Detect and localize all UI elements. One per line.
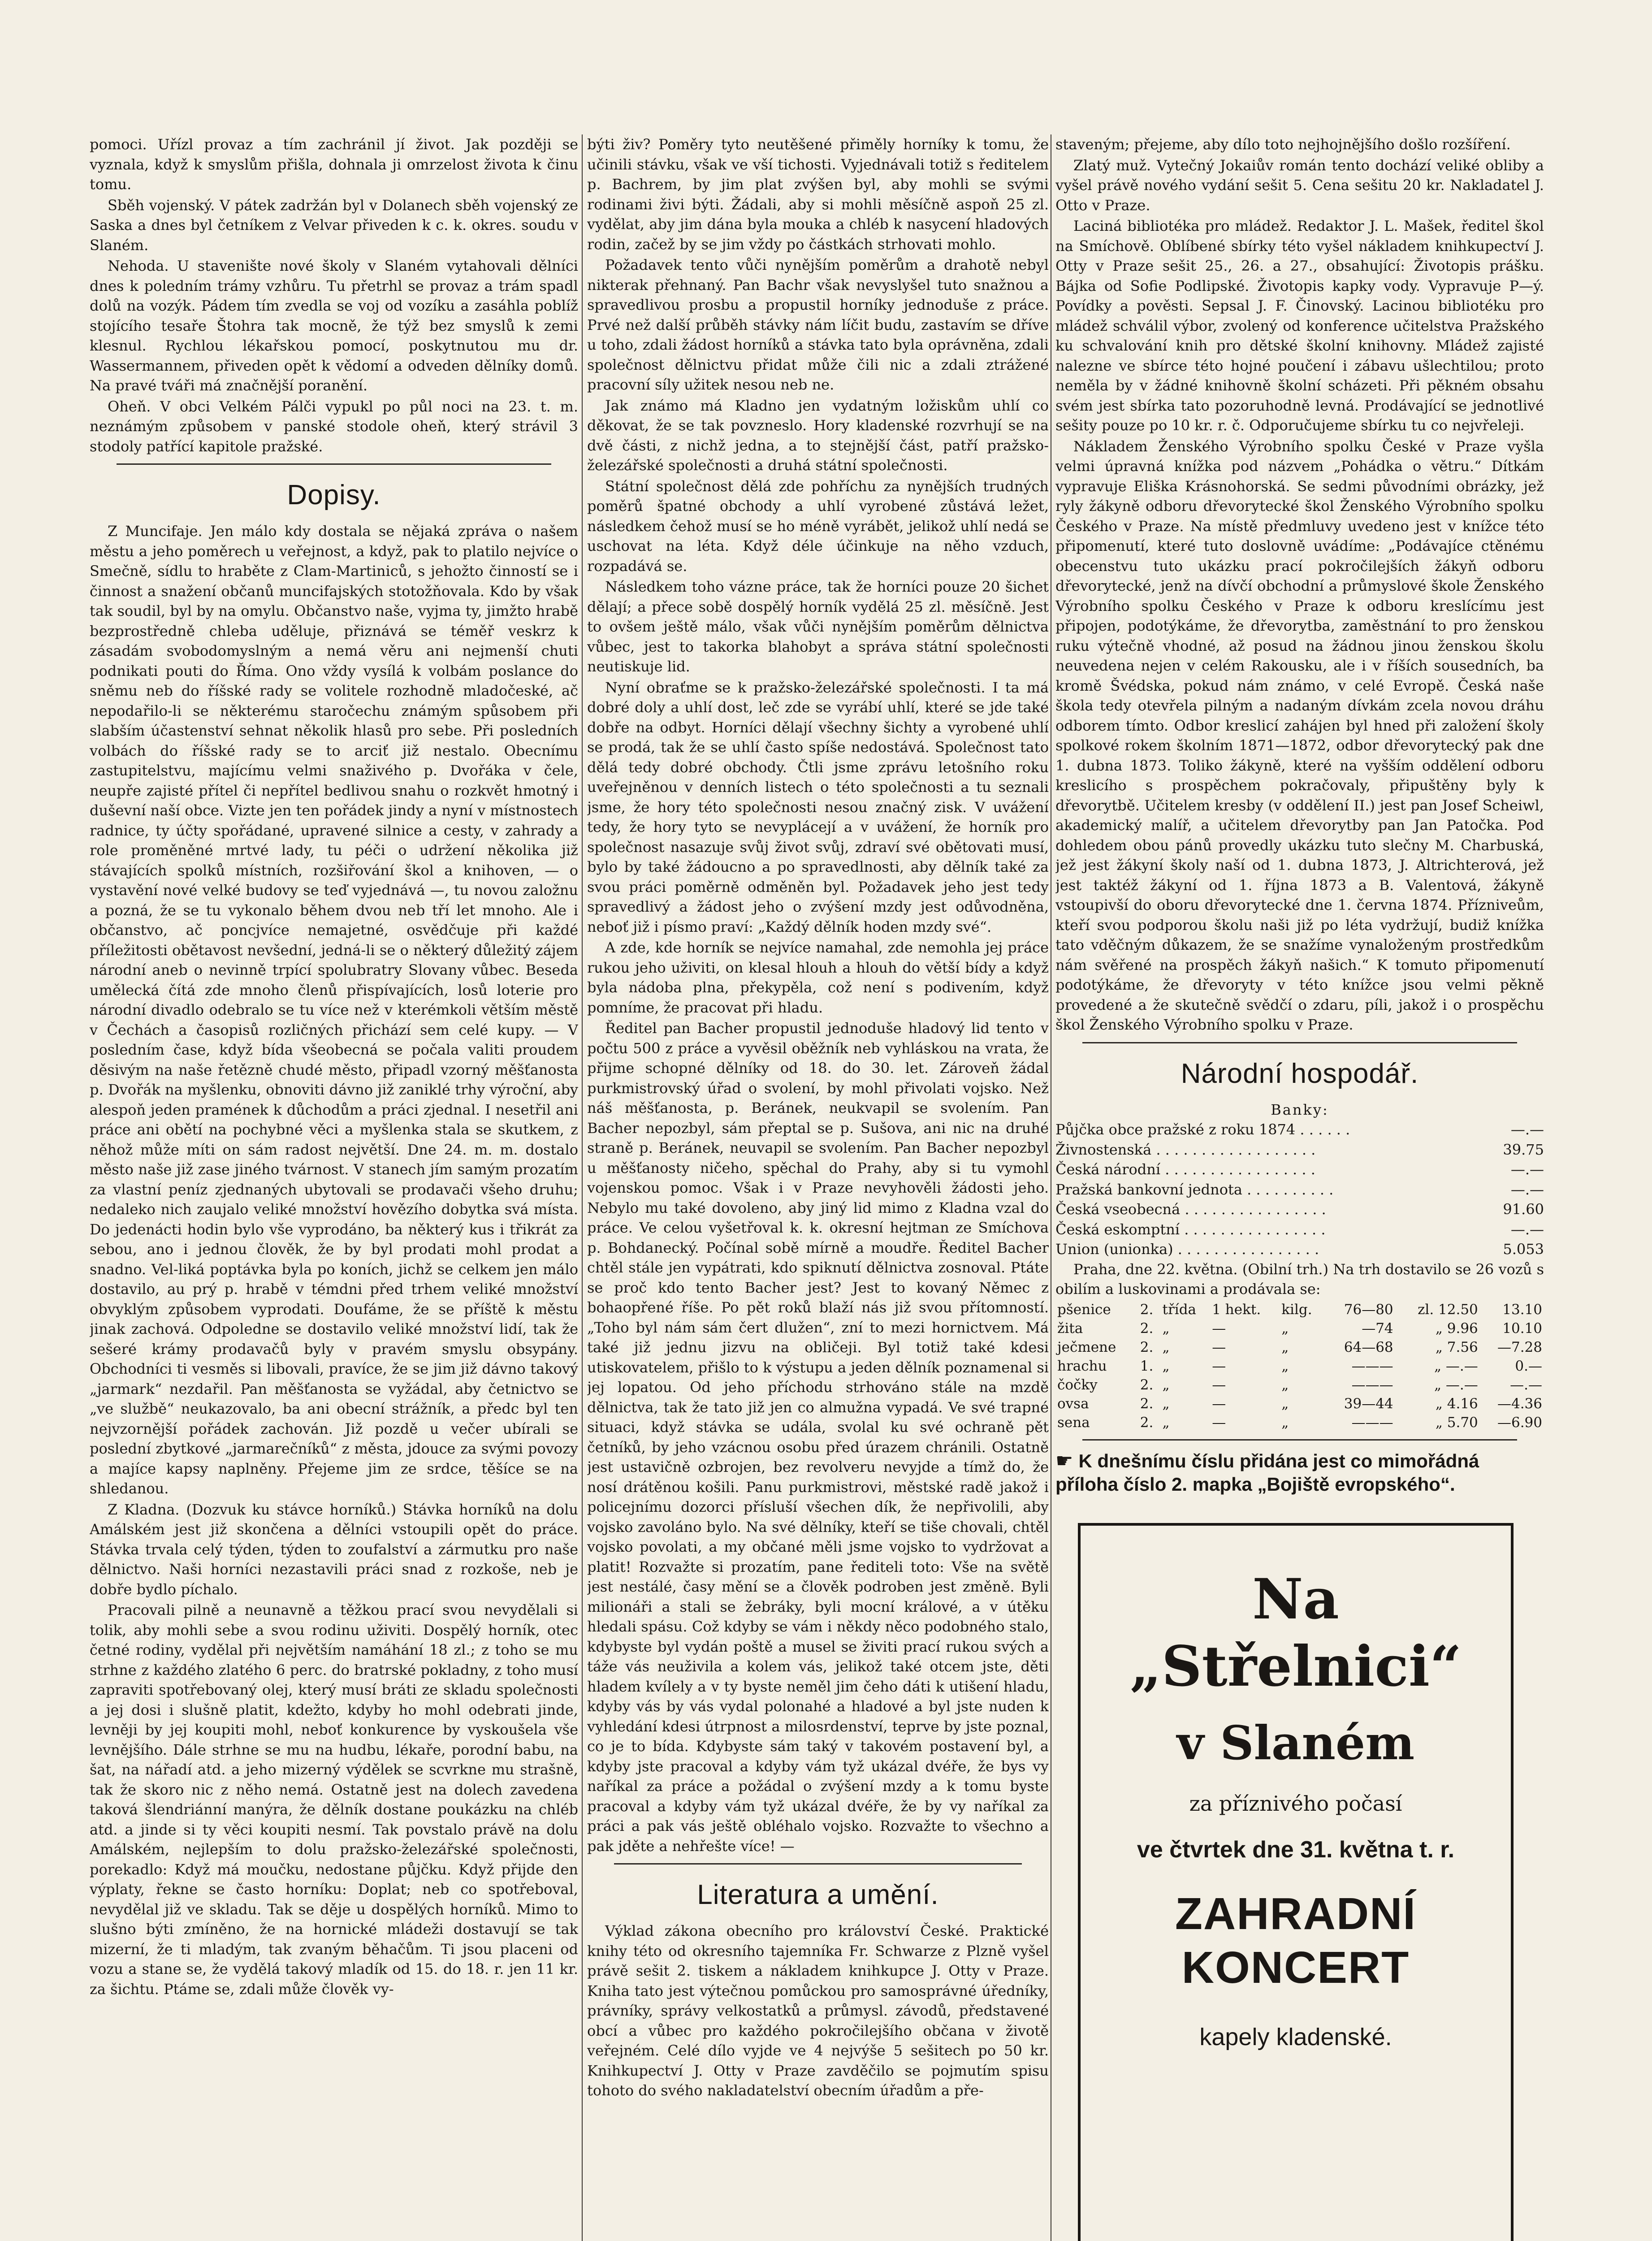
article-paragraph: Požadavek tento vůči nynějším poměrům a drahotě nebyl nikterak přehnaný. Pan Bachr však nevyslyšel tuto snažnou a spravedlivou prosbu a propustil horníky jednoduše z práce. Prvé než další průběh stávky nám líčit budu, zastavím se dříve u toho, zdali žádost horníků a stávka tato byla oprávněna, zdali společnost dělnictvu přidat může čili nic a zdali ztrážené pracovní síly užitek nesou neb ne. [587, 256, 1049, 393]
literature-item: Výklad zákona obecního pro království České. Praktické knihy této od okresního tajemníka Fr. Schwarze z Plzně vyšel právě sešit 2. tiskem a nákladem knihkupce J. Otty v Praze. Kniha tato jest výtečnou pomůckou pro samosprávné úředníky, právníky, správy velkostatků a průmysl. závodů, představené obcí a vůbec pro každého pokročilejšího občana v životě veřejném. Celé dílo vyjde ve 4 nejvýše 5 sešitech po 50 kr. Knihkupectví J. Otty v Praze zavděčilo se pojmutím spisu tohoto do svého nakladatelství obecním úřadům a pře- [587, 1922, 1049, 2099]
grain-row [1055, 1376, 1544, 1394]
bank-row: Pražská bankovní jednota . . . . . . . . . . —.— [1055, 1181, 1544, 1198]
section-heading-dopisy: Dopisy. [287, 480, 381, 510]
bank-row: Živnostenská . . . . . . . . . . . . . . . . . . 39.75 [1055, 1141, 1544, 1158]
article-paragraph: býti živ? Poměry tyto neutěšené přiměly horníky k tomu, že učinili stávku, však ve vší tichosti. Vyjednávali totiž s ředitelem p. Bachrem, by jim plat zvýšen byl, aby mohli se svými rodinami živi býti. Žádali, aby si mohli měsíčně aspoň 25 zl. vydělat, aby jim dána byla mouka a chléb k nasycení hladových rodin, začež by se jim vždy po částkách strhovati mohlo. [587, 136, 1049, 253]
grain-cell: ovsa [1057, 1395, 1089, 1412]
grain-cell: „ [1281, 1376, 1289, 1393]
literature-item: Zlatý muž. Vytečný Jokaiův román tento dochází veliké obliby a vyšel právě nového vydání sešit 5. Cena sešitu 20 kr. Nakladatel J. Otto v Praze. [1055, 156, 1544, 214]
literature-item: Nákladem Ženského Výrobního spolku České v Praze vyšla velmi úpravná knížka pod názvem „Pohádka o větru.“ Dítkám vypravuje Eliška Krásnohorská. Se sedmi původními obrázky, jež ryly žákyně odboru dřevorytecké škol Ženského Výrobního spolku Českého v Praze. Na místě předmluvy uvedeno jest v knížce této připomenutí, které tuto doslovně uvádíme: „Podávajíce ctěnému obecenstvu tuto ukázku prací pokročilejších žákyň odboru dřevorytecké, jenž na dívčí obchodní a průmyslové škole Ženského Výrobního spolku Českého v Praze k odboru kreslícímu jest připojen, podotýkáme, že dřevorytba, zaměstnání to pro ženskou ruku výtečně vhodné, až posud na žádnou jinou ženskou školu neuvedena nejen v celém Rakousku, ale i v říších sousedních, ba kromě Švédska, pokud nám známo, v celé Evropě. Česká naše škola tedy otevřela pilným a nadaným dívkám zcela novou dráhu odborem tímto. Odbor kreslicí zahájen byl hned při založení školy spolkové rokem školním 1871—1872, odbor dřevorytecký pak dne 1. dubna 1873. Toliko žákyně, které na vyšším oddělení odboru kreslicího s prospěchem pokračovaly, připuštěny byly k dřevorytbě. Učitelem kresby (v oddělení II.) jest pan Josef Scheiwl, akademický malíř, a učitelem dřevorytby pan Jan Patočka. Pod dohledem obou pánů provedly ukázku tuto slečny M. Charbuská, jež jest žákyní školy naší od 1. dubna 1873, J. Altrichterová, jež jest taktéž žákyní od 1. října 1873 a B. Valentová, žákyně vstoupivší do oboru dřevorytecké dne 1. června 1874. Přízniveům, kteří svou podporou školu naši již po léta vydržují, budiž knížka tato vděčným důkazem, že se snažíme vynaloženým prostředkům nám svěřené na prospěch žákyň našich.“ K tomuto připomenutí podotýkáme, že dřevoryty v této knížce jsou velmi pěkně provedené a že skutečně svědčí o zdaru, píli, jakož i o prospěchu škol Ženského Výrobního spolku v Praze. [1055, 437, 1544, 1033]
article-paragraph: Státní společnost dělá zde pohříchu za nynějších trudných poměrů špatné obchody a uhlí vyrobené zůstává ležet, následkem čehož musí se ho méně vyrábět, jelikož uhlí nedá se uschovat na léta. Když déle účinkuje na něho vzduch, rozpadává se. [587, 477, 1049, 575]
grain-prices-table [1055, 1300, 1544, 1432]
grain-cell: 2. [1140, 1339, 1154, 1355]
grain-cell: „ [1281, 1414, 1289, 1431]
grain-cell: 64—68 [1344, 1339, 1393, 1355]
grain-cell: hrachu [1057, 1358, 1107, 1374]
grain-row [1055, 1413, 1544, 1432]
grain-cell: ——— [1351, 1376, 1393, 1393]
grain-cell: —.— [1510, 1376, 1542, 1393]
news-item: Sběh vojenský. V pátek zadržán byl v Dolanech sběh vojenský ze Saska a dnes byl četníkem z Velvar přiveden k c. k. okres. soudu v Slaném. [90, 196, 578, 254]
market-report: Praha, dne 22. května. (Obilní trh.) Na trh dostavilo se 26 vozů s obilím a luskovinami a prodávala se: [1055, 1260, 1544, 1298]
grain-cell: „ [1281, 1395, 1289, 1412]
grain-cell: —7.28 [1497, 1339, 1542, 1355]
grain-cell: „ 4.16 [1435, 1395, 1478, 1412]
grain-cell: 1 hekt. [1212, 1301, 1261, 1318]
grain-row [1055, 1338, 1544, 1357]
grain-cell: „ [1162, 1339, 1170, 1355]
grain-cell: — [1212, 1376, 1226, 1393]
grain-row [1055, 1300, 1544, 1319]
grain-cell: „ [1162, 1395, 1170, 1412]
grain-cell: „ [1162, 1414, 1170, 1431]
grain-cell: 2. [1140, 1414, 1154, 1431]
grain-cell: „ —.— [1434, 1358, 1478, 1374]
grain-cell: „ [1162, 1358, 1170, 1374]
grain-cell: — [1212, 1414, 1226, 1431]
grain-cell: 0.— [1515, 1358, 1542, 1374]
grain-cell: „ [1162, 1376, 1170, 1393]
grain-cell: 2. [1140, 1301, 1154, 1318]
bank-row: Česká národní . . . . . . . . . . . . . . . . . —.— [1055, 1161, 1544, 1178]
supplement-notice: ☛ K dnešnímu číslu přidána jest co mimořádná příloha číslo 2. mapka „Bojiště evropského“. [1055, 1449, 1479, 1495]
section-heading-hospodar: Národní hospodář. [1181, 1058, 1419, 1089]
grain-row [1055, 1357, 1544, 1376]
column-right [1055, 134, 1544, 2241]
grain-cell: 10.10 [1502, 1320, 1542, 1337]
letter-item: Z Kladna. (Dozvuk ku stávce horníků.) Stávka horníků na dolu Amálském jest již skončena a dělníci vstoupili opět do práce. Stávka trvala celý týden, týden to zoufalství a zármutku pro naše dělnictvo. Naši horníci nezastavili práci snad z rozkoše, neb je dobře bydlo píchalo. [90, 1501, 578, 1598]
article-paragraph: A zde, kde horník se nejvíce namahal, zde nemohla jej práce rukou jeho uživiti, on klesal hlouh a hlouh do větší bídy a když byla nádoba plna, překypěla, což není s podivením, když pomníme, že pracovat při hladu. [587, 939, 1049, 1016]
divider [1082, 1042, 1517, 1043]
grain-cell: 1. [1140, 1358, 1154, 1374]
article-paragraph: Následkem toho vázne práce, tak že horníci pouze 20 šichet dělají; a přece sobě dospělý horník vydělá 25 zl. měsíčně. Jest to ovšem ještě málo, však vůči nynějším poměrům dělnictva vůbec, jest to takorka blahobyt a správa státní společnosti neutiskuje lid. [587, 578, 1049, 675]
section-heading-literatura: Literatura a umění. [697, 1879, 939, 1910]
concert-advertisement [1078, 1523, 1514, 2241]
grain-cell: „ [1162, 1320, 1170, 1337]
news-item: pomoci. Uřízl provaz a tím zachránil jí život. Jak později se vyznala, když k smyslům přišla, dohnala ji omrzelost života k činu tomu. [90, 136, 578, 193]
grain-cell: — [1212, 1395, 1226, 1412]
letter-item: Pracovali pilně a neunavně a těžkou prací svou nevydělali si tolik, aby mohli sebe a svou rodinu uživiti. Dospělý horník, otec četné rodiny, vydělal při největším namáhání 18 zl.; z toho se mu strhne z každého zlatého 6 perc. do bratrské pokladny, z toho musí zapraviti spotřebovaný olej, který musí bráti ze skladu společnosti a jej dosi i slušně platit, kdežto, kdyby ho mohl odebrati jinde, levněji by jej koupiti mohl, neboť konkurence by vyskoušela vše levnějšího. Dále strhne se mu na hudbu, lékaře, porodní babu, na šat, na nářadí atd. a jeho mizerný výdělek se scvrkne mu strašně, tak že skoro nic z něho nemá. Ostatně jest na dolech zavedena taková šlendriánní manýra, že dělník dostane poukázku na chléb atd. a jinde si ty věci koupiti nesmí. Tak povstalo právě na dolu Amálském, nejlepším to dolu pražsko-železářské společnosti, porekadlo: Když má moučku, nedostane půjčku. Když přijde den výplaty, řekne se často horníku: Doplat; neb co spotřeboval, nevydělal již ve skladu. Tak se děje u dospělých horníků. Mimo to slušno býti zmíněno, že na hornické mládeži dostavují se tak mizerní, že ti mladým, tak zvaným běhačům. Ti jsou placeni od vozu a stane se, že vydělá takový mladík od 15. do 18. r. jen 11 kr. za šichtu. Ptáme se, zdali může člověk vy- [90, 1601, 578, 1998]
grain-cell: 2. [1140, 1320, 1154, 1337]
grain-cell: —4.36 [1497, 1395, 1542, 1412]
ad-event: ZAHRADNÍ KONCERT [1175, 1888, 1417, 1993]
bank-row: Česká vseobecná . . . . . . . . . . . . . . . . 91.60 [1055, 1201, 1544, 1218]
grain-cell: „ [1281, 1320, 1289, 1337]
article-paragraph: Jak známo má Kladno jen vydatným ložiskům uhlí co děkovat, že se tak povzneslo. Hory kladenské rozvrhují se na dvě části, z nichž jedna, a to stejnější část, patří pražsko-železářské společnosti a druhá státní společnosti. [587, 397, 1049, 474]
bank-row: Union (unionka) . . . . . . . . . . . . . . . . 5.053 [1055, 1241, 1544, 1258]
grain-row [1055, 1394, 1544, 1413]
grain-cell: „ 5.70 [1435, 1414, 1478, 1431]
literature-item: Laciná bibliotéka pro mládež. Redaktor J. L. Mašek, ředitel škol na Smíchově. Oblíbené sbírky této vyšel nákladem knihkupectví J. Otty v Praze sešit 25., 26. a 27., obsahující: Životopis prášku. Bájka od Sofie Podlipské. Životopis kapky vody. Vypravuje P—ý. Povídky a pověsti. Sepsal J. F. Činovský. Lacinou bibliotéku pro mládež schválil výbor, zvolený od konference učitelstva Pražského ku schvalování knih pro dětské školní knihovny. Mládež zajisté nalezne ve sbírce této hojné poučení i zábavu ušlechtilou; proto neměla by v žádné knihovně školní scházeti. Při pěkném obsahu svém jest sbírka tato pozoruhodně levná. Prodávající se jednotlivé sešity pouze po 10 kr. r. č. Odporučujeme sbírku tu co nejvřeleji. [1055, 217, 1544, 434]
grain-cell: sena [1057, 1414, 1090, 1431]
grain-cell: „ [1281, 1358, 1289, 1374]
grain-cell: žita [1057, 1320, 1083, 1337]
column-left [90, 134, 578, 2241]
grain-cell: „ 7.56 [1435, 1339, 1478, 1355]
divider [117, 463, 551, 465]
banks-title: Banky: [1271, 1101, 1329, 1118]
grain-cell: „ [1281, 1339, 1289, 1355]
ad-venue: Na „Střelnici“ [1129, 1566, 1462, 1699]
grain-cell: zl. 12.50 [1418, 1301, 1478, 1318]
grain-cell: třída [1162, 1301, 1197, 1318]
ad-band: kapely kladenské. [1199, 2023, 1392, 2051]
article-paragraph: Ředitel pan Bacher propustil jednoduše hladový lid tento v počtu 500 z práce a vyvěsil oběžník neb vyhláskou na vrata, že přijme schopné dělníky od 18. do 30. let. Zároveň žádal purkmistrovský úřad o svolení, by mohl přivolati vojsko. Než náš měšťanosta, p. Beránek, neukvapil se svolením. Pan Bacher nepozbyl, sám přeptal se p. Sušova, ani nic na druhé straně p. Beránek, neuvapil se svolením. Pan Bacher nepozbyl u měšťanosty ničeho, spěchal do Prahy, aby si tu vymohl vojenskou pomoc. Však i v Praze nevyhověli žádosti jeho. Nebylo mu také dovoleno, aby jiný lid mimo z Kladna vzal do práce. Ve celou vyšetřoval k. k. okresní hejtman ze Smíchova p. Bohdanecký. Počínal sobě mírně a moudře. Ředitel Bacher chtěl stále jen vypátrati, kdo spiknutí dělnictva zosnoval. Ptáte se proč kdo tento Bacher jest? Jest to kovaný Němec z bohaopřené říše. Po pět roků blaží nás již svou přítomností. „Toho byl nám sám čert dlužen“, zní to mezi hornictvem. Má také již jednu jizvu na obličeji. Byl totiž také kdesi utiskovatelem, přišlo to k výstupu a jeden dělník poznamenal si jej lopatou. Od jeho příchodu strhováno stále na mzdě dělnictva, tak že tato již jen co almužna vypadá. Ve své trapné situaci, když stávka se udála, svolal ku své ochraně pět četníků, by jeho vzácnou osobu před úrazem chránili. Ostatně jest ustavičně ozbrojen, bez revolveru nevyjde a tímž do, že nosí drátěnou košili. Panu purkmistrovi, městské radě jakož i policejnímu dozorci přísluší všechen dík, že nepřivolili, aby vojsko zavoláno bylo. Na své dělníky, kteří se tiše chovali, chtěl vojsko povolati, a my občané měli jsme vojsko to vydržovat a platit! Rozvažte si prozatím, pane řediteli toto: Vše na světě jest nestálé, časy mění se a člověk podroben jest změně. Byli milionáři a stali se žebráky, byli mocní králové, a v útěku hledali spásu. Což kdyby se vám i někdy něco podobného stalo, kdybyste byl vydán poště a musel se živiti prací rukou svých a táže vás neuživila a kolem vás, jelikož také otcem jste, děti hladem kvílely a v ty byste neměl jim čeho dáti k utišení hladu, kdyby vás by vás vydal polonahé a hladové a byl jste nuden k vyhledání kdesi útrpnost a milosrdenství, teprve by jste poznal, co je to bída. Kdybyste sám taký v takovém postavení byl, a kdyby jste pracoval a kdyby vám tyž ukázal dvéře, že bys vy naříkal za práce a požádal o zvýšení mzdy a k tomu byste pracoval a kdyby vám tyž ukázal dvéře, že by vy naříkal za práci a pak vás ještě obléhalo vojsko. Rozvažte to všechno a pak jděte a nehřešte více! — [587, 1020, 1049, 1855]
article-paragraph: Nyní obraťme se k pražsko-železářské společnosti. I ta má dobré doly a uhlí dost, leč zde se vyrábí uhlí, které se jde také dobře na odbyt. Horníci dělají všechny šichty a vyrobené uhlí se prodá, tak že se uhlí často spíše nedostává. Společnost tato dělá tedy dobré obchody. Čtli jsme zprávu letošního roku uveřejněnou v denních listech o této společnosti a tu seznali jsme, že hory této společnosti nesou značný zisk. V uvážení tedy, že hory tyto se nevyplácejí a v uvážení, že horník pro společnost nasazuje svůj život svůj, zdraví své obětovati musí, bylo by také žádoucno a po spravedlnosti, aby dělník také za svou práci poměrně odměněn byl. Požadavek jeho jest tedy spravedlivý a žádost jeho o zvýšení mzdy jest odůvodněna, neboť již i písmo praví: „Každý dělník hoden mzdy své“. [587, 679, 1049, 935]
grain-cell: „ —.— [1434, 1376, 1478, 1393]
grain-cell: 2. [1140, 1395, 1154, 1412]
grain-row [1055, 1319, 1544, 1338]
divider [1082, 1439, 1517, 1441]
grain-cell: čočky [1057, 1376, 1098, 1393]
grain-cell: — [1212, 1339, 1226, 1355]
grain-cell: pšenice [1057, 1301, 1111, 1318]
ad-weather-note: za příznivého počasí [1189, 1791, 1402, 1816]
grain-cell: 76—80 [1344, 1301, 1393, 1318]
pointing-hand-icon: ☛ [1055, 1449, 1073, 1472]
bank-row: Půjčka obce pražské z roku 1874 . . . . . . —.— [1055, 1121, 1544, 1138]
grain-cell: 13.10 [1502, 1301, 1542, 1318]
banks-table [1055, 1100, 1544, 1259]
ad-date: ve čtvrtek dne 31. května t. r. [1137, 1836, 1455, 1863]
grain-cell: 39—44 [1344, 1395, 1393, 1412]
grain-cell: —6.90 [1497, 1414, 1542, 1431]
news-item: Nehoda. U stavenište nové školy v Slaném vytahovali dělníci dnes k poledním trámy vzhůru. Tu přetrhl se provaz a trám spadl dolů na vozýk. Pádem tím zvedla se voj od vozíku a zasáhla poblíž stojícího tesaře Štohra tak mocně, že týž bez smyslů k zemi klesnul. Rychlou lékařskou pomocí, poskytnutou mu dr. Wassermannem, přiveden opět k vědomí a odveden dělníky domů. Na pravé tváři má značnější poranění. [90, 257, 578, 394]
grain-cell: —74 [1362, 1320, 1393, 1337]
grain-cell: 2. [1140, 1376, 1154, 1393]
ad-town: v Slaném [1176, 1715, 1415, 1770]
column-rule [582, 134, 583, 2241]
literature-item: staveným; přejeme, aby dílo toto nejhojnějšího došlo rozšíření. [1055, 136, 1511, 153]
column-middle [587, 134, 1049, 2241]
grain-cell: ——— [1351, 1414, 1393, 1431]
grain-cell: „ 9.96 [1435, 1320, 1478, 1337]
grain-cell: — [1212, 1358, 1226, 1374]
grain-cell: — [1212, 1320, 1226, 1337]
grain-cell: ječmene [1057, 1339, 1116, 1355]
letter-item: Z Muncifaje. Jen málo kdy dostala se nějaká zpráva o našem městu a jeho poměrech u veřejnost, a když, pak to platilo nejvíce o Smečně, sídlu to hraběte z Clam-Martiniců, s jehožto činností se i činnost a snažení občanů muncifajských stotožňovala. Kdo by však tak soudil, byl by na omylu. Občanstvo naše, vyjma ty, jimžto hrabě bezprostředně chleba uděluje, přiznává se téměř veskrz k zásadám svobodomyslným a nemá věru ani nejmenší chuti podnikati pouti do Říma. Ono vždy vysílá k volbám poslance do sněmu neb do říšské rady se volitele rozhodně mladočeské, ač nepodařilo-li se některému staročechu známým spůsobem při slabším účastenství sehnat několik hlasů pro sebe. Při posledních volbách do říšské rady se to arciť již nestalo. Obecnímu zastupitelstvu, majícímu velmi snaživého p. Dvořáka v čele, neupře zajisté přítel či nepřítel bedlivou snahu o rozkvět hmotný i duševní naší obce. Vizte jen ten pořádek jindy a nyní v místnostech radnice, ty účty spořádané, upravené silnice a cesty, v zahrady a role proměněné mrtvé lady, tu péči o udržení několika již stávajících spolků místních, rozšiřování škol a knihoven, — o vystavění nové velké budovy se teď vyjednává —, tu novou založnu a pozná, že se tu vykonalo během dvou neb tří let mnoho. Ale i občanstvo, ač poncjvíce nemajetné, osvědčuje při každé příležitosti obětavost nevšední, jedná-li se o některý důležitý zájem národní aneb o nevinně trpící spolubratry Slovany vůbec. Beseda umělecká čítá zde mnoho členů přispívajících, losů loterie pro národní divadlo odebralo se tu více než v kterémkoli větším městě v Čechách a časopisů rozličných přichází sem celé kupy. — V posledním čase, když bída všeobecná se počala valiti proudem děsivým na naše řetězně chudé město, připadl vzorný měšťanosta p. Dvořák na myšlenku, obnoviti dávno již zaniklé trhy výroční, aby alespoň jeden pramének k důchodům a práci zjednal. I nesetřil ani práce ani obětí na pochybné věci a myšlenka stala se skutkem, z něhož může míti on sám radost největší. Dne 24. m. m. dostalo město naše již zase jiného tvárnost. V stanech jím samým prozatím za vlastní peníz zjednaných ubytovali se prodavači všeho druhu; nedaleko nich zaujalo veliké množství hovězího dobytka svá místa. Do jedenácti hodin bylo vše vyprodáno, ba některý kus i třikrát za sebou, ano i jednou člověk, že by byl prodati mohl prodat a snadno. Vel-liká poptávka byla po koních, jichž se celkem jen málo dostavilo, au prý p. hrabě v témdni před trhem veliké množství obvyklým způsobem vyprodati. Doufáme, že se příště k městu jinak zachová. Odpoledne se dostavilo veliké množství lidí, tak že sešeré krámy prodavačů byly v pravém smyslu obsypány. Obchodníci ti vesměs si libovali, pravíce, že se jim již dávno takový „jarmark“ nezdařil. Pan měšťanosta se vyžádal, aby četnictvo se „ve službě“ neukazovalo, ba ani obecní strážník, a předc byl ten nejvzornější pořádek zachován. Již pozdě u večer ubírali se poslední zbytkové „jarmarečníků“ z města, jdouce za svými povozy a majíce kapsy naplněny. Přejeme jim ze srdce, těšíce se na shledanou. [90, 523, 578, 1497]
bank-row: Česká eskomptní . . . . . . . . . . . . . . . . —.— [1055, 1220, 1544, 1238]
grain-cell: ——— [1351, 1358, 1393, 1374]
news-item: Oheň. V obci Velkém Pálči vypukl po půl noci na 23. t. m. neznámým způsobem v panské stodole oheň, který strávil 3 stodoly patřící kapitole pražské. [90, 398, 578, 455]
grain-cell: kilg. [1281, 1301, 1312, 1318]
divider [614, 1863, 1022, 1865]
